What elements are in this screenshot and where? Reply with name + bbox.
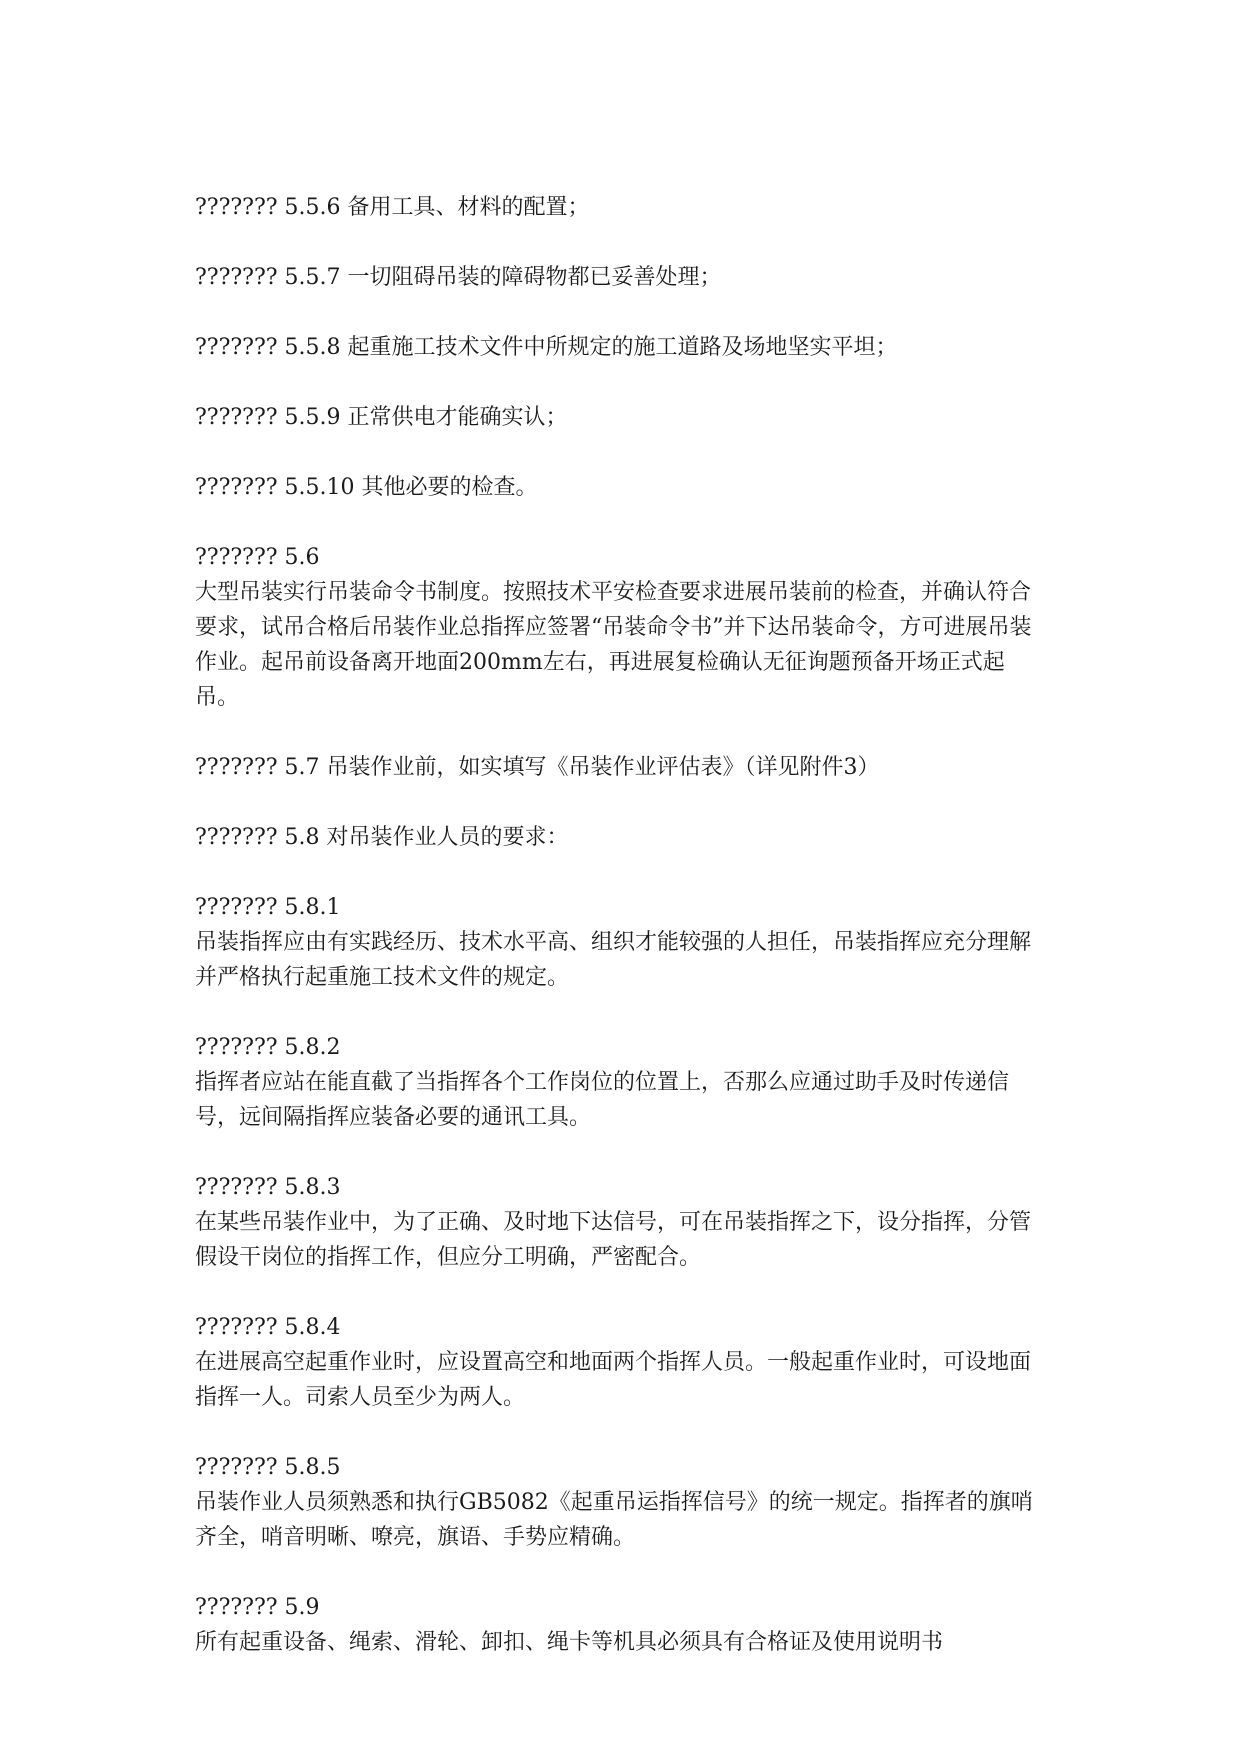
paragraph-5-5-7 xyxy=(195,260,1045,295)
paragraph-5-8-4 xyxy=(195,1310,1045,1415)
section-text: 在进展高空起重作业时，应设置高空和地面两个指挥人员。一般起重作业时，可设地面指挥一人。司索人员至少为两人。 xyxy=(195,1350,1032,1410)
paragraph-5-5-6 xyxy=(195,190,1045,225)
paragraph-5-6 xyxy=(195,540,1045,715)
section-text: 所有起重设备、绳索、滑轮、卸扣、绳卡等机具必须具有合格证及使用说明书 xyxy=(195,1630,944,1655)
section-number: ??????? 5.8.5 xyxy=(195,1455,341,1480)
section-text: 吊装作业人员须熟悉和执行GB5082《起重吊运指挥信号》的统一规定。指挥者的旗哨齐全，哨音明晰、嘹亮，旗语、手势应精确。 xyxy=(195,1490,1033,1550)
paragraph-5-5-9 xyxy=(195,400,1045,435)
section-text: 吊装指挥应由有实践经历、技术水平高、组织才能较强的人担任，吊装指挥应充分理解并严格执行起重施工技术文件的规定。 xyxy=(195,930,1032,990)
section-number: ??????? 5.5.6 xyxy=(195,195,341,220)
section-number: ??????? 5.8.4 xyxy=(195,1315,341,1340)
paragraph-5-5-10 xyxy=(195,470,1045,505)
section-number: ??????? 5.8.2 xyxy=(195,1035,341,1060)
paragraph-5-8-3 xyxy=(195,1170,1045,1275)
paragraph-5-8-5 xyxy=(195,1450,1045,1555)
section-text: 其他必要的检查。 xyxy=(361,475,538,500)
section-text: 起重施工技术文件中所规定的施工道路及场地坚实平坦； xyxy=(347,335,898,360)
section-text: 正常供电才能确实认； xyxy=(347,405,568,430)
section-number: ??????? 5.9 xyxy=(195,1595,320,1620)
section-number: ??????? 5.6 xyxy=(195,545,320,570)
section-number: ??????? 5.5.7 xyxy=(195,265,341,290)
paragraph-5-9 xyxy=(195,1590,1045,1660)
document-page xyxy=(195,190,1045,1695)
section-text: 备用工具、材料的配置； xyxy=(347,195,590,220)
section-text: 在某些吊装作业中，为了正确、及时地下达信号，可在吊装指挥之下，设分指挥，分管假设干岗位的指挥工作，但应分工明确，严密配合。 xyxy=(195,1210,1032,1270)
section-number: ??????? 5.5.9 xyxy=(195,405,341,430)
section-number: ??????? 5.8.3 xyxy=(195,1175,341,1200)
section-number: ??????? 5.7 xyxy=(195,755,320,780)
section-text: 对吊装作业人员的要求： xyxy=(326,825,569,850)
section-text: 大型吊装实行吊装命令书制度。按照技术平安检查要求进展吊装前的检查，并确认符合要求，试吊合格后吊装作业总指挥应签署“吊装命令书”并下达吊装命令，方可进展吊装作业。起吊前设备离开地面200mm左右，再进展复检确认无征询题预备开场正式起吊。 xyxy=(195,580,1032,710)
paragraph-5-8-1 xyxy=(195,890,1045,995)
paragraph-5-7 xyxy=(195,750,1045,785)
section-number: ??????? 5.8.1 xyxy=(195,895,341,920)
section-number: ??????? 5.5.8 xyxy=(195,335,341,360)
section-text: 一切阻碍吊装的障碍物都已妥善处理； xyxy=(347,265,722,290)
section-text: 指挥者应站在能直截了当指挥各个工作岗位的位置上，否那么应通过助手及时传递信号，远间隔指挥应装备必要的通讯工具。 xyxy=(195,1070,1010,1130)
paragraph-5-5-8 xyxy=(195,330,1045,365)
section-number: ??????? 5.8 xyxy=(195,825,320,850)
section-text: 吊装作业前，如实填写《吊装作业评估表》（详见附件3） xyxy=(326,755,880,780)
paragraph-5-8-2 xyxy=(195,1030,1045,1135)
section-number: ??????? 5.5.10 xyxy=(195,475,355,500)
paragraph-5-8 xyxy=(195,820,1045,855)
